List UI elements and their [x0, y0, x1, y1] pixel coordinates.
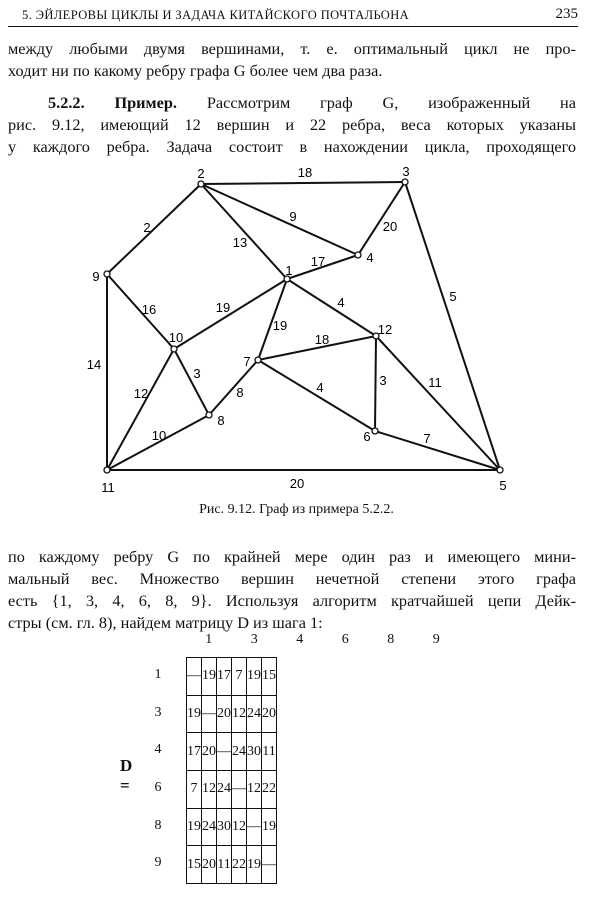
matrix-cell: 24: [232, 733, 247, 771]
matrix-cell: 12: [247, 771, 262, 809]
matrix-cell: 24: [247, 695, 262, 733]
vertex-label: 6: [363, 429, 371, 444]
text-line: мальный вес. Множество вершин нечетной степени этого графа: [8, 569, 576, 588]
vertex-label: 4: [366, 250, 374, 265]
matrix-col-header: 1: [205, 632, 213, 647]
edge-weight-label: 17: [310, 254, 326, 269]
matrix-cell: 30: [247, 733, 262, 771]
vertex-5: [497, 467, 503, 473]
edge-2-4: [201, 184, 358, 255]
text-line: стры (см. гл. 8), найдем матрицу D из шага 1:: [8, 613, 323, 632]
edge-weight-label: 8: [236, 385, 244, 400]
matrix-row: [187, 846, 277, 884]
matrix-row: [187, 733, 277, 771]
vertex-label: 7: [243, 354, 251, 369]
vertex-10: [171, 346, 177, 352]
matrix-cell: 24: [217, 771, 232, 809]
matrix-col-header: 3: [250, 632, 258, 647]
matrix-cell: 22: [232, 846, 247, 884]
edge-7-6: [258, 360, 375, 431]
edge-weight-label: 4: [316, 380, 324, 395]
vertex-label: 1: [285, 263, 293, 278]
edge-weight-label: 3: [193, 366, 201, 381]
matrix-cell: 19: [262, 808, 277, 846]
matrix-cell: 15: [262, 658, 277, 696]
edge-weight-label: 20: [289, 476, 305, 491]
matrix-row-header: 1: [154, 666, 162, 682]
matrix-col-header: 9: [432, 632, 440, 647]
vertex-label: 8: [217, 413, 225, 428]
vertex-9: [104, 271, 110, 277]
text-line: по каждому ребру G по крайней мере один раз и имеющего мини-: [8, 547, 576, 566]
edge-1-10: [174, 279, 287, 349]
matrix-cell: 19: [247, 658, 262, 696]
matrix-row: [187, 771, 277, 809]
text-line: [8, 92, 576, 114]
edge-weight-label: 5: [449, 289, 457, 304]
matrix-cell: 20: [262, 695, 277, 733]
page-number: 235: [555, 6, 578, 22]
matrix-cell: 7: [232, 658, 247, 696]
matrix-cell: —: [232, 771, 247, 809]
matrix-cell: 15: [187, 846, 202, 884]
matrix-cell: 17: [187, 733, 202, 771]
matrix-cell: —: [262, 846, 277, 884]
edge-weight-label: 2: [143, 220, 151, 235]
matrix-cell: —: [217, 733, 232, 771]
vertex-label: 11: [101, 480, 115, 495]
matrix-cell: 7: [187, 771, 202, 809]
figure-caption: Рис. 9.12. Граф из примера 5.2.2.: [199, 502, 394, 517]
edge-weight-label: 13: [232, 235, 248, 250]
text-line: ходит ни по какому ребру графа G более чем два раза.: [8, 61, 383, 80]
matrix-cell: 20: [217, 695, 232, 733]
edge-9-10: [107, 274, 174, 349]
graph-figure: [0, 160, 593, 500]
edge-1-12: [287, 279, 376, 336]
example-heading: Пример.: [114, 93, 177, 112]
edge-weight-label: 9: [289, 209, 297, 224]
matrix-cell: 12: [232, 695, 247, 733]
matrix-cell: —: [187, 658, 202, 696]
matrix-cell: 11: [262, 733, 277, 771]
matrix-cell: 12: [232, 808, 247, 846]
text-line: рис. 9.12, имеющий 12 вершин и 22 ребра, веса которых указаны: [8, 115, 576, 134]
matrix-cell: 19: [187, 695, 202, 733]
matrix-cell: 30: [217, 808, 232, 846]
vertex-4: [355, 252, 361, 258]
vertex-label: 10: [168, 330, 184, 345]
matrix-col-header: 4: [296, 632, 304, 647]
matrix-cell: —: [202, 695, 217, 733]
text-line: есть {1, 3, 4, 6, 8, 9}. Используя алгоритм кратчайшей цепи Дейк-: [8, 591, 576, 610]
edge-12-6: [375, 336, 376, 431]
edge-weight-label: 20: [382, 219, 398, 234]
matrix-cell: 20: [202, 846, 217, 884]
matrix-cell: 20: [202, 733, 217, 771]
matrix-row: [187, 808, 277, 846]
chapter-title: 5. ЭЙЛЕРОВЫ ЦИКЛЫ И ЗАДАЧА КИТАЙСКОГО ПОЧТАЛЬОНА: [22, 8, 410, 22]
matrix-row-header: 3: [154, 704, 162, 720]
matrix-label: D =: [120, 756, 133, 795]
edge-weight-label: 11: [428, 375, 442, 390]
edge-weight-label: 12: [133, 386, 149, 401]
matrix-cell: 12: [202, 771, 217, 809]
edge-3-5: [405, 182, 500, 470]
vertex-label: 9: [92, 269, 100, 284]
edge-2-9: [107, 184, 201, 274]
text-line: у каждого ребра. Задача состоит в нахождении цикла, проходящего: [8, 137, 576, 156]
matrix-row-header: 9: [154, 855, 162, 871]
text-fragment: Рассмотрим граф G, изображенный на: [206, 93, 576, 112]
edge-3-4: [358, 182, 405, 255]
vertex-label: 3: [402, 164, 410, 179]
matrix-cell: 19: [247, 846, 262, 884]
vertex-label: 5: [499, 478, 507, 493]
edge-10-8: [174, 349, 209, 415]
edge-2-1: [201, 184, 287, 279]
vertex-3: [402, 179, 408, 185]
matrix-cell: 19: [202, 658, 217, 696]
matrix-row-header: 8: [154, 817, 162, 833]
edge-weight-label: 18: [314, 332, 330, 347]
matrix-cell: 19: [187, 808, 202, 846]
matrix-col-header: 8: [387, 632, 395, 647]
vertex-2: [198, 181, 204, 187]
edge-weight-label: 10: [151, 428, 167, 443]
vertex-label: 2: [197, 166, 205, 181]
text-line: между любыми двумя вершинами, т. е. оптимальный цикл не про-: [8, 39, 576, 58]
edge-7-8: [209, 360, 258, 415]
vertex-label: 12: [377, 322, 393, 337]
matrix-cell: 24: [202, 808, 217, 846]
edge-weight-label: 14: [86, 357, 102, 372]
matrix-col-header: 6: [341, 632, 349, 647]
edge-2-3: [201, 182, 405, 184]
edge-weight-label: 4: [337, 295, 345, 310]
matrix-cell: —: [247, 808, 262, 846]
edge-weight-label: 7: [423, 431, 431, 446]
edge-weight-labels: [87, 165, 457, 491]
edge-weight-label: 16: [141, 302, 157, 317]
vertex-11: [104, 467, 110, 473]
edge-weight-label: 3: [379, 373, 387, 388]
graph-edges: [107, 182, 500, 470]
matrix-row: [187, 658, 277, 696]
matrix-table: [186, 657, 277, 884]
matrix-cell: 17: [217, 658, 232, 696]
vertex-6: [372, 428, 378, 434]
edge-weight-label: 19: [215, 300, 231, 315]
running-header: [8, 4, 578, 27]
vertex-8: [206, 412, 212, 418]
matrix-row-header: 6: [154, 779, 162, 795]
edge-weight-label: 19: [272, 318, 288, 333]
matrix-cell: 22: [262, 771, 277, 809]
matrix-row: [187, 695, 277, 733]
matrix-cell: 11: [217, 846, 232, 884]
paragraph-example: [8, 92, 576, 158]
edge-weight-label: 18: [297, 165, 313, 180]
example-number: 5.2.2.: [48, 93, 85, 112]
paragraph-1: [8, 38, 576, 82]
vertex-7: [255, 357, 261, 363]
matrix-row-header: 4: [154, 742, 162, 758]
paragraph-3: [8, 546, 576, 634]
